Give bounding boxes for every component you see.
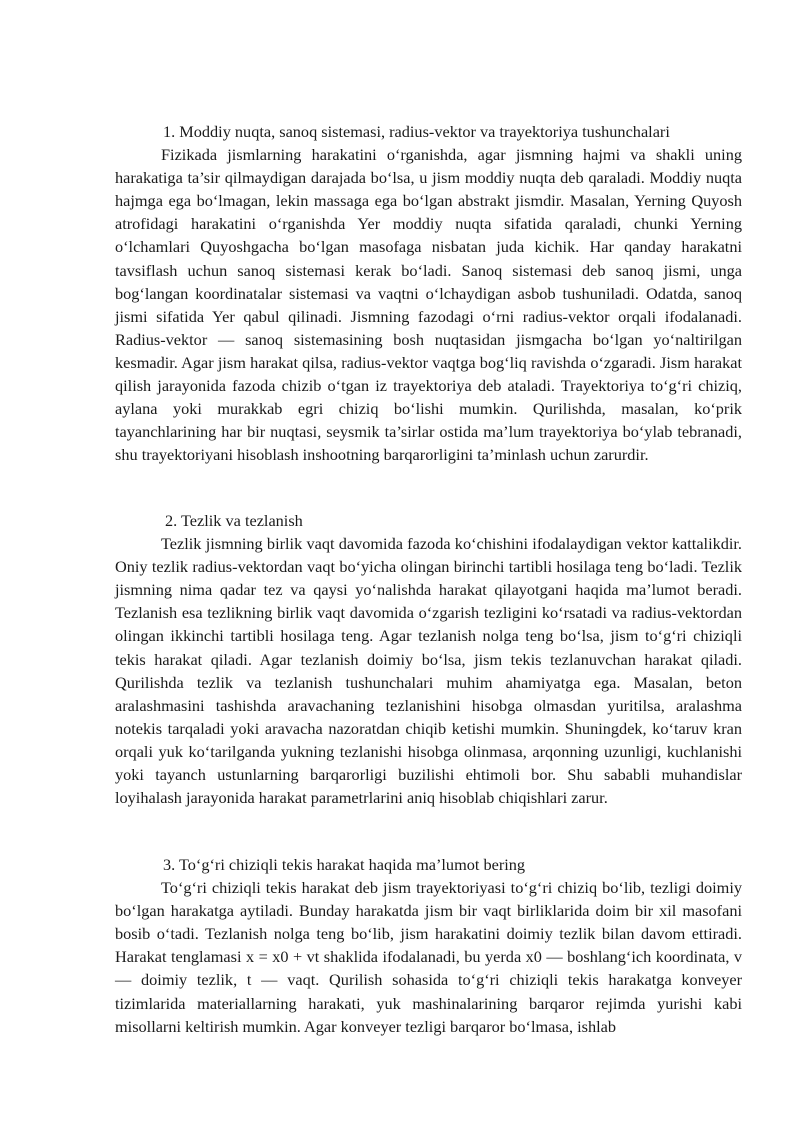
section-heading: 3. To‘g‘ri chiziqli tekis harakat haqida ma’lumot bering	[163, 855, 526, 874]
section-heading: 2. Tezlik va tezlanish	[165, 511, 303, 530]
section-heading: 1. Moddiy nuqta, sanoq sistemasi, radius-vektor va trayektoriya tushunchalari	[163, 122, 670, 141]
section-paragraph: To‘g‘ri chiziqli tekis harakat deb jism trayektoriyasi to‘g‘ri chiziq bo‘lib, tezligi doimiy bo‘lgan harakatga aytiladi. Bunday harakatda jism bir vaqt birliklarida doim bir xil masofani bosib o‘tadi. Tezlanish nolga teng bo‘lib, jism harakatini doimiy tezlik bilan davom ettiradi. Harakat tenglamasi x = x0 + vt shaklida ifodalanadi, bu yerda x0 — boshlang‘ich koordinata, v — doimiy tezlik, t — vaqt. Qurilish sohasida to‘g‘ri chiziqli tekis harakatga konveyer tizimlarida materiallarning harakati, yuk mashinalarining barqaror rejimda yurishi kabi misollarni keltirish mumkin. Agar konveyer tezligi barqaror bo‘lmasa, ishlab	[115, 878, 742, 1036]
section-paragraph: Tezlik jismning birlik vaqt davomida fazoda ko‘chishini ifodalaydigan vektor kattalikdir. Oniy tezlik radius-vektordan vaqt bo‘yicha olingan birinchi tartibli hosilaga teng bo‘ladi. Tezlik jismning nima qadar tez va qaysi yo‘nalishda harakat qilayotgani haqida ma’lumot beradi. Tezlanish esa tezlikning birlik vaqt davomida o‘zgarish tezligini ko‘rsatadi va radius-vektordan olingan ikkinchi tartibli hosilaga teng. Agar tezlanish nolga teng bo‘lsa, jism to‘g‘ri chiziqli tekis harakat qiladi. Agar tezlanish doimiy bo‘lsa, jism tekis tezlanuvchan harakat qiladi. Qurilishda tezlik va tezlanish tushunchalari muhim ahamiyatga ega. Masalan, beton aralashmasini tashishda aravachaning tezlanishini hisobga olmasdan yuritilsa, aralashma notekis tarqaladi yoki aravacha nazoratdan chiqib ketishi mumkin. Shuningdek, ko‘taruv kran orqali yuk ko‘tarilganda yukning tezlanishi hisobga olinmasa, arqonning uzunligi, kuchlanishi yoki tayanch ustunlarning barqarorligi buzilishi ehtimoli bor. Shu sababli muhandislar loyihalash jarayonida harakat parametrlarini aniq hisoblab chiqishlari zarur.	[115, 534, 742, 808]
section-3	[115, 853, 742, 1038]
section-1	[115, 120, 742, 466]
section-paragraph: Fizikada jismlarning harakatini o‘rganishda, agar jismning hajmi va shakli uning harakatiga ta’sir qilmaydigan darajada bo‘lsa, u jism moddiy nuqta deb qaraladi. Moddiy nuqta hajmga ega bo‘lmagan, lekin massaga ega bo‘lgan abstrakt jismdir. Masalan, Yerning Quyosh atrofidagi harakatini o‘rganishda Yer moddiy nuqta sifatida qaraladi, chunki Yerning o‘lchamlari Quyoshgacha bo‘lgan masofaga nisbatan juda kichik. Har qanday harakatni tavsiflash uchun sanoq sistemasi kerak bo‘ladi. Sanoq sistemasi deb sanoq jismi, unga bog‘langan koordinatalar sistemasi va vaqtni o‘lchaydigan asbob tushuniladi. Odatda, sanoq jismi sifatida Yer qabul qilinadi. Jismning fazodagi o‘rni radius-vektor orqali ifodalanadi. Radius-vektor — sanoq sistemasining bosh nuqtasidan jismgacha bo‘lgan yo‘naltirilgan kesmadir. Agar jism harakat qilsa, radius-vektor vaqtga bog‘liq ravishda o‘zgaradi. Jism harakat qilish jarayonida fazoda chizib o‘tgan iz trayektoriya deb ataladi. Trayektoriya to‘g‘ri chiziq, aylana yoki murakkab egri chiziq bo‘lishi mumkin. Qurilishda, masalan, ko‘prik tayanchlarining har bir nuqtasi, seysmik ta’sirlar ostida ma’lum trayektoriya bo‘ylab tebranadi, shu trayektoriyani hisoblash inshootning barqarorligini ta’minlash uchun zarurdir.	[115, 145, 742, 465]
section-2	[115, 509, 742, 809]
